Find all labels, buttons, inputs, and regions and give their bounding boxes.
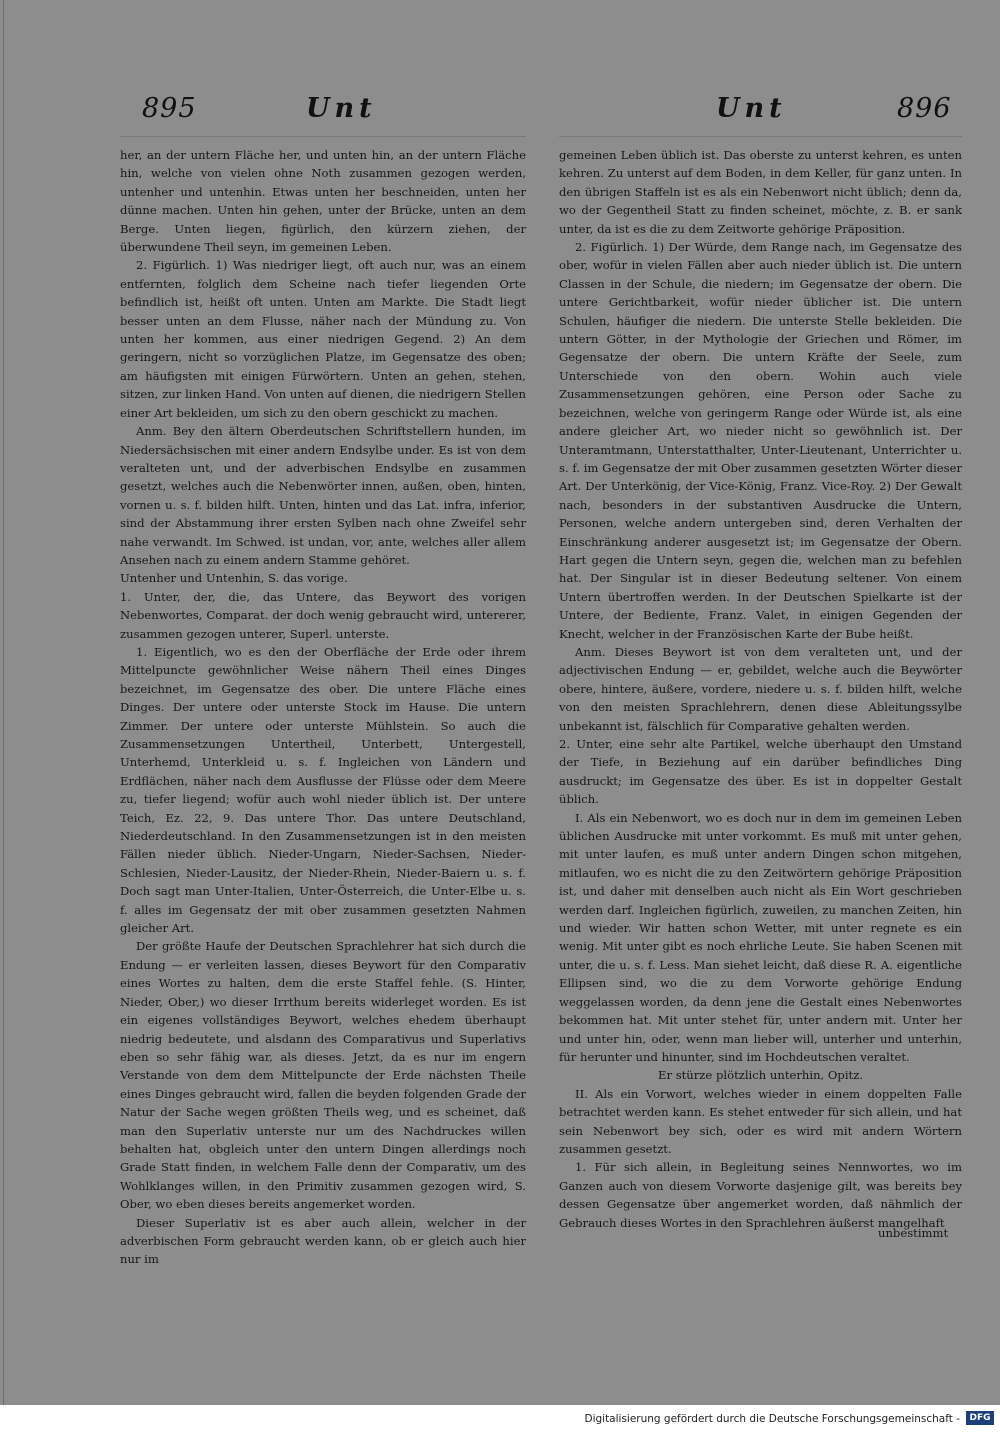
right-column-paragraph: II. Als ein Vorwort, welches wieder in einem doppelten Falle betrachtet werden kann. Es stehet entweder für sich allein, und hat sein Nebenwort bey sich, oder es wird mit andern Wörtern zusammen gesetzt. — [559, 1086, 962, 1156]
left-column-paragraph: Untenher und Untenhin, S. das vorige. — [120, 571, 348, 586]
header-rule-right — [559, 136, 962, 137]
left-column-paragraph: Der größte Haufe der Deutschen Sprachlehrer hat sich durch die Endung — er verleiten lassen, dieses Beywort für den Comparativ eines Wortes zu halten, dem die erste Staffel fehle. (S. Hinter, Nieder, Ober,) wo dieser Irrthum bereits widerleget worden. Es ist ein eigenes vollständiges Beywort, welches ehedem überhaupt niedrig bedeutete, und alsdann des Comparativus und Superlativs eben so sehr fähig war, als dieses. Jetzt, da es nur im engern Verstande von dem dem Mittelpuncte der Erde nächsten Theile eines Dinges gebraucht wird, fallen die beyden folgenden Grade der Natur der Sache wegen größten Theils weg, und es scheinet, daß man den Superlativ unterste nur um des Nachdruckes willen behalten hat, obgleich unter den untern Dingen allerdings noch Grade Statt finden, in welchem Falle denn der Comparativ, um des Wohlklanges willen, in den Primitiv zusammen gezogen wird, S. Ober, wo eben dieses bereits angemerket worden. — [120, 939, 526, 1212]
right-column-paragraph: 2. Unter, eine sehr alte Partikel, welche überhaupt den Umstand der Tiefe, in Beziehung auf ein darüber befindliches Ding ausdruckt; im Gegensatze des über. Es ist in doppelter Gestalt üblich. — [559, 737, 962, 807]
right-column-paragraph: gemeinen Leben üblich ist. Das oberste zu unterst kehren, es unten kehren. Zu unterst auf dem Boden, in dem Keller, für ganz unten. In den übrigen Staffeln ist es als ein Nebenwort nicht üblich; denn da, wo der Gegentheil Statt zu finden scheinet, möchte, z. B. er sank unter, da ist es die zu dem Zeitworte gehörige Präposition. — [559, 148, 962, 236]
left-column-paragraph: 1. Eigentlich, wo es den der Oberfläche der Erde oder ihrem Mittelpuncte gewöhnlicher Weise nähern Theil eines Dinges bezeichnet, im Gegensatze des ober. Die untere Fläche eines Dinges. Der untere oder unterste Stock im Hause. Die untern Zimmer. Der untere oder unterste Mühlstein. So auch die Zusammensetzungen Untertheil, Unterbett, Untergestell, Unterhemd, Unterkleid u. s. f. Ingleichen von Ländern und Erdflächen, näher nach dem Ausflusse der Flüsse oder dem Meere zu, tiefer liegend; wofür auch wohl nieder üblich ist. Der untere Teich, Ez. 22, 9. Das untere Thor. Das untere Deutschland, Niederdeutschland. In den Zusammensetzungen ist in den meisten Fällen nieder üblich. Nieder-Ungarn, Nieder-Sachsen, Nieder-Schlesien, Nieder-Lausitz, der Nieder-Rhein, Nieder-Baiern u. s. f. Doch sagt man Unter-Italien, Unter-Österreich, die Unter-Elbe u. s. f. alles im Gegensatz der mit ober zusammen gesetzten Nahmen gleicher Art. — [120, 644, 526, 936]
running-head-left: Unt — [306, 93, 377, 124]
dfg-logo: DFG — [966, 1411, 994, 1425]
left-column-paragraph: 2. Figürlich. 1) Was niedriger liegt, oft auch nur, was an einem entfernten, folglich dem Scheine nach tiefer liegenden Orte befindlich ist, heißt oft unten. Unten am Markte. Die Stadt liegt besser unten an dem Flusse, näher nach der Mündung zu. Von unten her kommen, aus einer niedrigen Gegend. 2) An dem geringern, nicht so vorzüglichen Platze, im Gegensatze des oben; am häufigsten mit einigen Fürwörtern. Unten an gehen, stehen, sitzen, zur linken Hand. Von unten auf dienen, die niedrigern Stellen einer Art bekleiden, um sich zu den obern geschickt zu machen. — [120, 258, 526, 420]
scan-edge — [3, 0, 4, 1405]
page-number-right: 896 — [897, 93, 952, 124]
catchword: unbestimmt — [878, 1226, 949, 1240]
footer-text: Digitalisierung gefördert durch die Deutsche Forschungsgemeinschaft - — [584, 1413, 960, 1425]
header-rule-left — [120, 136, 526, 137]
text-column-left — [120, 146, 526, 1269]
running-head-right: Unt — [716, 93, 787, 124]
digitization-footer — [0, 1405, 1000, 1432]
right-column-paragraph: Er stürze plötzlich unterhin, Opitz. — [658, 1068, 863, 1083]
text-column-right — [559, 146, 962, 1232]
left-column-paragraph: Anm. Bey den ältern Oberdeutschen Schriftstellern hunden, im Niedersächsischen mit einer andern Endsylbe under. Es ist von dem veralteten unt, und der adverbischen Endsylbe en zusammen gesetzt, welches auch die Nebenwörter innen, außen, oben, hinten, vornen u. s. f. bilden hilft. Unten, hinten und das Lat. infra, inferior, sind der Abstammung ihrer ersten Sylben nach ohne Zweifel sehr nahe verwandt. Im Schwed. ist undan, vor, ante, welches aller allem Ansehen nach zu einem andern Stamme gehöret. — [120, 424, 526, 567]
right-column-paragraph: Anm. Dieses Beywort ist von dem veralteten unt, und der adjectivischen Endung — er, gebildet, welche auch die Beywörter obere, hintere, äußere, vordere, niedere u. s. f. bilden hilft, welche von den meisten Sprachlehrern, denen diese Ableitungssylbe unbekannt ist, fälschlich für Comparative gehalten werden. — [559, 644, 962, 733]
left-column-paragraph: Dieser Superlativ ist es aber auch allein, welcher in der adverbischen Form gebraucht werden kann, ob er gleich auch hier nur im — [120, 1215, 526, 1267]
page-number-left: 895 — [142, 93, 197, 124]
left-column-paragraph: 1. Unter, der, die, das Untere, das Beywort des vorigen Nebenwortes, Comparat. der doch wenig gebraucht wird, untererer, zusammen gezogen unterer, Superl. unterste. — [120, 589, 526, 641]
left-column-paragraph: her, an der untern Fläche her, und unten hin, an der untern Fläche hin, welche von vielen ohne Noth zusammen gezogen werden, untenher und untenhin. Etwas unten her beschneiden, unten her dünne machen. Unten hin gehen, unter der Brücke, unten an dem Berge. Unten liegen, figürlich, den kürzern ziehen, der überwundene Theil seyn, im gemeinen Leben. — [120, 148, 526, 255]
right-column-paragraph: 1. Für sich allein, in Begleitung seines Nennwortes, wo im Ganzen auch von diesem Vorworte dasjenige gilt, was bereits bey dessen Gegensatze über angemerket worden, daß nähmlich der Gebrauch dieses Wortes in den Sprachlehren äußerst mangelhaft — [559, 1160, 962, 1230]
right-column-paragraph: I. Als ein Nebenwort, wo es doch nur in dem im gemeinen Leben üblichen Ausdrucke mit unter vorkommt. Es muß mit unter gehen, mit unter laufen, es muß unter andern Dingen schon mitgehen, mitlaufen, wo es nicht die zu den Zeitwörtern gehörige Präposition ist, und daher mit denselben auch nicht als Ein Wort geschrieben werden darf. Ingleichen figürlich, zuweilen, zu manchen Zeiten, hin und wieder. Wir hatten schon Wetter, mit unter regnete es ein wenig. Mit unter gibt es noch ehrliche Leute. Sie haben Scenen mit unter, die u. s. f. Less. Man siehet leicht, daß diese R. A. eigentliche Ellipsen sind, wo die zu dem Vorworte gehörige Endung weggelassen worden, da denn jene die Gestalt eines Nebenwortes bekommen hat. Mit unter stehet für, unter andern mit. Unter her und unter hin, oder, wenn man lieber will, unterher und unterhin, für herunter und hinunter, sind im Hochdeutschen veraltet. — [559, 810, 962, 1064]
right-column-paragraph: 2. Figürlich. 1) Der Würde, dem Range nach, im Gegensatze des ober, wofür in vielen Fällen aber auch nieder üblich ist. Die untern Classen in der Schule, die niedern; im Gegensatze der obern. Die untere Gerichtbarkeit, wofür nieder üblicher ist. Die untern Schulen, häufiger die niedern. Die unterste Stelle bekleiden. Die untern Götter, in der Mythologie der Griechen und Römer, im Gegensatze der obern. Die untern Kräfte der Seele, zum Unterschiede von den obern. Wohin auch viele Zusammensetzungen gehören, eine Person oder Sache zu bezeichnen, welche von geringerm Range oder Würde ist, als eine andere gleicher Art, wo nieder nicht so gewöhnlich ist. Der Unteramtmann, Unterstatthalter, Unter-Lieutenant, Unterrichter u. s. f. im Gegensatze der mit Ober zusammen gesetzten Wörter dieser Art. Der Unterkönig, der Vice-König, Franz. Vice-Roy. 2) Der Gewalt nach, besonders in der substantiven Ausdrucke die Untern, Personen, welche andern untergeben sind, deren Verhalten der Einschränkung anderer ausgesetzt ist; im Gegensatze der Obern. Hart gegen die Untern seyn, gegen die, welchen man zu befehlen hat. Der Singular ist in dieser Bedeutung seltener. Von einem Untern übertroffen werden. In der Deutschen Spielkarte ist der Untere, der Bediente, Franz. Valet, in einigen Gegenden der Knecht, welcher in der Französischen Karte der Bube heißt. — [559, 240, 962, 641]
